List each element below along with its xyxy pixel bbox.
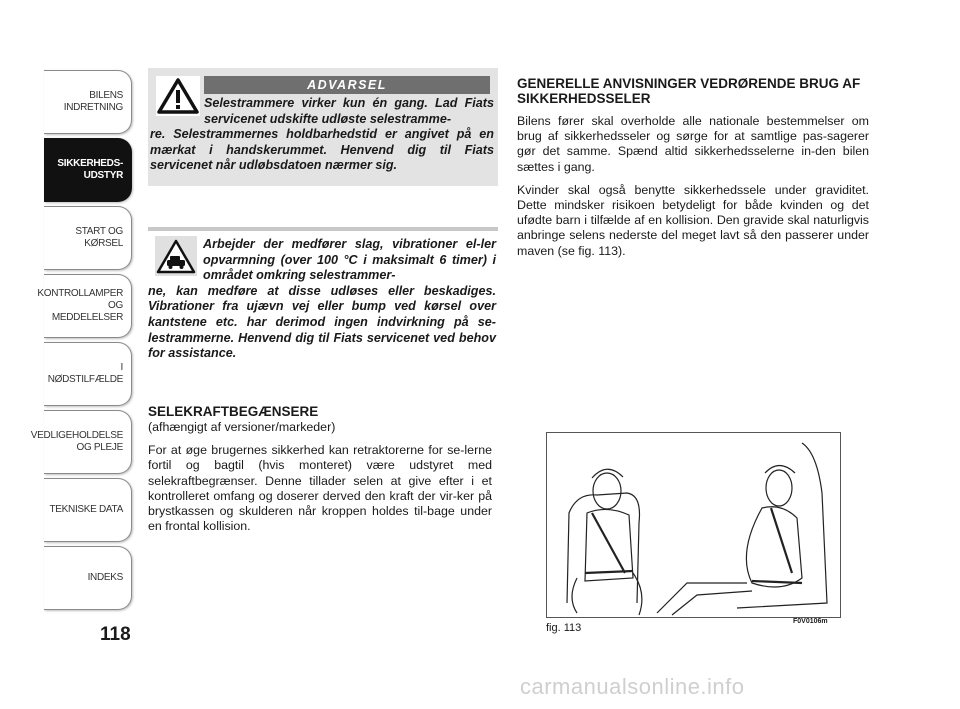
tab-indeks[interactable] xyxy=(44,546,132,610)
warning-text-part-b: re. Selestrammernes holdbarhedstid er angivet på en mærkat i handskerummet. Henvend dig til Fiats servicenet når udløbsdatoen nærmer sig. xyxy=(150,127,494,173)
figure-caption: fig. 113 xyxy=(546,622,582,634)
tab-start-og-korsel[interactable] xyxy=(44,206,132,270)
caution-box xyxy=(148,231,498,371)
section-paragraph: Bilens fører skal overholde alle nationale bestemmelser om brug af sikkerhedsseler og sørge for at samtlige pas-sagerer gør det samme. Spænd altid sikkerhedsselerne in-den bilen sættes i gang. xyxy=(517,114,869,174)
tab-label: INDEKS xyxy=(87,572,123,583)
section-body: For at øge brugernes sikkerhed kan retraktorerne for se-lerne fortil og bagtil (hvis monteret) være udstyret med selekraftbegrænser. Denne tillader selen at give efter i et kontrolleret omfang og doserer derved den kraft der vir-ker på brystkassen og skulderen når kroppen holdes til-bage under en frontal kollision. xyxy=(148,443,492,534)
tab-label: KONTROLLAMPER OG MEDDELELSER xyxy=(37,288,123,323)
watermark: carmanualsonline.info xyxy=(520,674,745,699)
tab-label: SIKKERHEDS-UDSTYR xyxy=(57,158,123,181)
caution-text-part-a: Arbejder der medfører slag, vibrationer el-ler opvarmning (over 100 °C i maksimalt 6 timer) i området omkring selestrammer- xyxy=(203,237,496,283)
figure-code: F0V0106m xyxy=(793,618,828,625)
seatbelt-illustration xyxy=(547,433,840,617)
warning-label: ADVARSEL xyxy=(204,76,490,94)
tab-label: START OG KØRSEL xyxy=(75,226,123,249)
warning-text xyxy=(150,96,494,174)
warning-box xyxy=(148,68,498,186)
section-generelle-anvisninger xyxy=(517,76,869,259)
tab-nodstilfaelde[interactable] xyxy=(44,342,132,406)
section-heading: GENERELLE ANVISNINGER VEDRØRENDE BRUG AF SIKKERHEDSSELER xyxy=(517,76,861,106)
section-selekraftbegraensere xyxy=(148,404,492,534)
tab-tekniske-data[interactable] xyxy=(44,478,132,542)
caution-text xyxy=(148,237,496,362)
tab-sikkerhedsudstyr[interactable] xyxy=(44,138,132,202)
section-paragraph: Kvinder skal også benytte sikkerhedssele under graviditet. Dette mindsker risikoen betydeligt for både kvinden og det ufødte barn i tilfælde af en kollision. Den gravide skal naturligvis anbringe selens nederste del meget lavt så den passerer under maven (se fig. 113). xyxy=(517,182,869,258)
page-number: 118 xyxy=(100,624,131,645)
section-subheading: (afhængigt af versioner/markeder) xyxy=(148,420,336,434)
figure-113-illustration xyxy=(546,432,841,618)
tab-bilens-indretning[interactable] xyxy=(44,70,132,134)
caution-text-part-b: ne, kan medføre at disse udløses eller beskadiges. Vibrationer fra ujævn vej eller bump ved kørsel over kantstene etc. har derimod ingen indvirkning på se-lestrammerne. Henvend dig til Fiats servicenet ved behov for assistance. xyxy=(148,283,496,361)
tab-label: TEKNISKE DATA xyxy=(49,504,123,515)
tab-label: BILENS INDRETNING xyxy=(63,90,123,113)
tab-label: I NØDSTILFÆLDE xyxy=(47,362,123,385)
tab-kontrollamper[interactable] xyxy=(37,274,132,338)
tab-vedligeholdelse[interactable] xyxy=(30,410,132,474)
warning-text-part-a: Selestrammere virker kun én gang. Lad Fiats servicenet udskifte udløste selestramme- xyxy=(204,96,494,126)
tab-label: VEDLIGEHOLDELSE OG PLEJE xyxy=(30,430,123,453)
section-heading: SELEKRAFTBEGÆNSERE xyxy=(148,404,319,419)
